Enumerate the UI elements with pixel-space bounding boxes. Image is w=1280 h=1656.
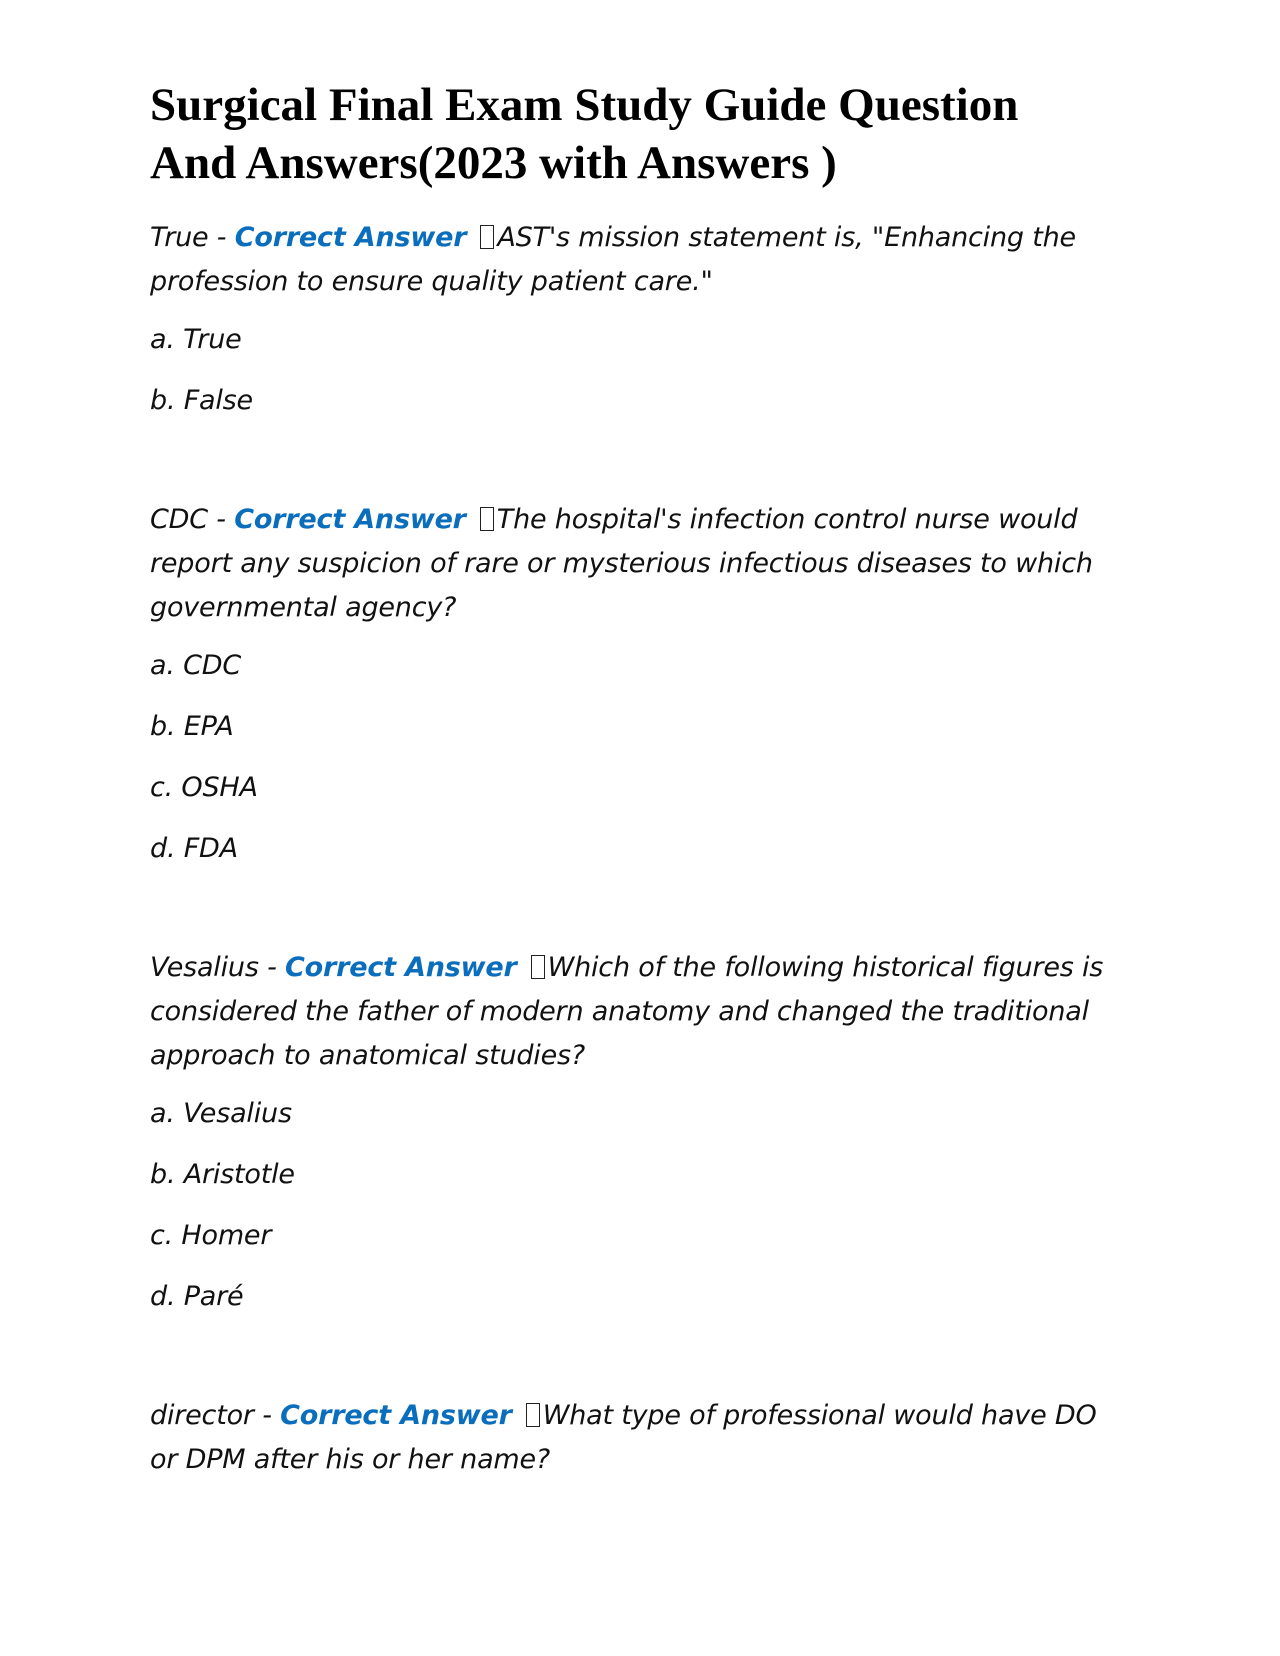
document-title: Surgical Final Exam Study Guide Question And Answers(2023 with Answers ) bbox=[150, 79, 1019, 189]
question-line bbox=[150, 498, 1110, 630]
answer-text: director bbox=[150, 1400, 254, 1431]
answer-text: Vesalius bbox=[150, 952, 259, 983]
answer-text: True bbox=[150, 222, 209, 253]
separator: - bbox=[258, 952, 286, 983]
answer-text: CDC bbox=[150, 504, 208, 535]
qa-block bbox=[150, 946, 1110, 1319]
option: d. FDA bbox=[150, 833, 238, 864]
separator: - bbox=[208, 222, 235, 253]
correct-answer-label: Correct Answer bbox=[285, 952, 517, 983]
box-glyph-icon bbox=[480, 507, 494, 531]
option: a. True bbox=[150, 324, 242, 355]
option: b. Aristotle bbox=[150, 1159, 295, 1190]
option: c. Homer bbox=[150, 1220, 272, 1251]
question-text: Which of the following historical figures is considered the father of modern anatomy and changed the traditional approach to anatomical studies? bbox=[150, 952, 1104, 1071]
question-line bbox=[150, 216, 1110, 304]
option: d. Paré bbox=[150, 1281, 244, 1312]
question-text: What type of professional would have DO or DPM after his or her name? bbox=[150, 1400, 1097, 1475]
correct-answer-label: Correct Answer bbox=[234, 222, 467, 253]
correct-answer-label: Correct Answer bbox=[234, 504, 466, 535]
separator: - bbox=[207, 504, 235, 535]
option: a. CDC bbox=[150, 650, 242, 681]
box-glyph-icon bbox=[480, 225, 494, 249]
box-glyph-icon bbox=[526, 1403, 540, 1427]
document-page bbox=[150, 76, 1110, 1496]
option: a. Vesalius bbox=[150, 1098, 292, 1129]
question-text: AST's mission statement is, "Enhancing the profession to ensure quality patient care." bbox=[150, 222, 1076, 297]
option: b. False bbox=[150, 385, 253, 416]
question-line bbox=[150, 1394, 1110, 1482]
option: c. OSHA bbox=[150, 772, 258, 803]
option: b. EPA bbox=[150, 711, 234, 742]
qa-block bbox=[150, 498, 1110, 871]
separator: - bbox=[253, 1400, 281, 1431]
correct-answer-label: Correct Answer bbox=[280, 1400, 512, 1431]
box-glyph-icon bbox=[531, 955, 545, 979]
question-text: The hospital's infection control nurse would report any suspicion of rare or mysterious infectious diseases to which governmental agency? bbox=[150, 504, 1093, 623]
qa-block bbox=[150, 1394, 1110, 1482]
question-line bbox=[150, 946, 1110, 1078]
qa-block bbox=[150, 216, 1110, 423]
